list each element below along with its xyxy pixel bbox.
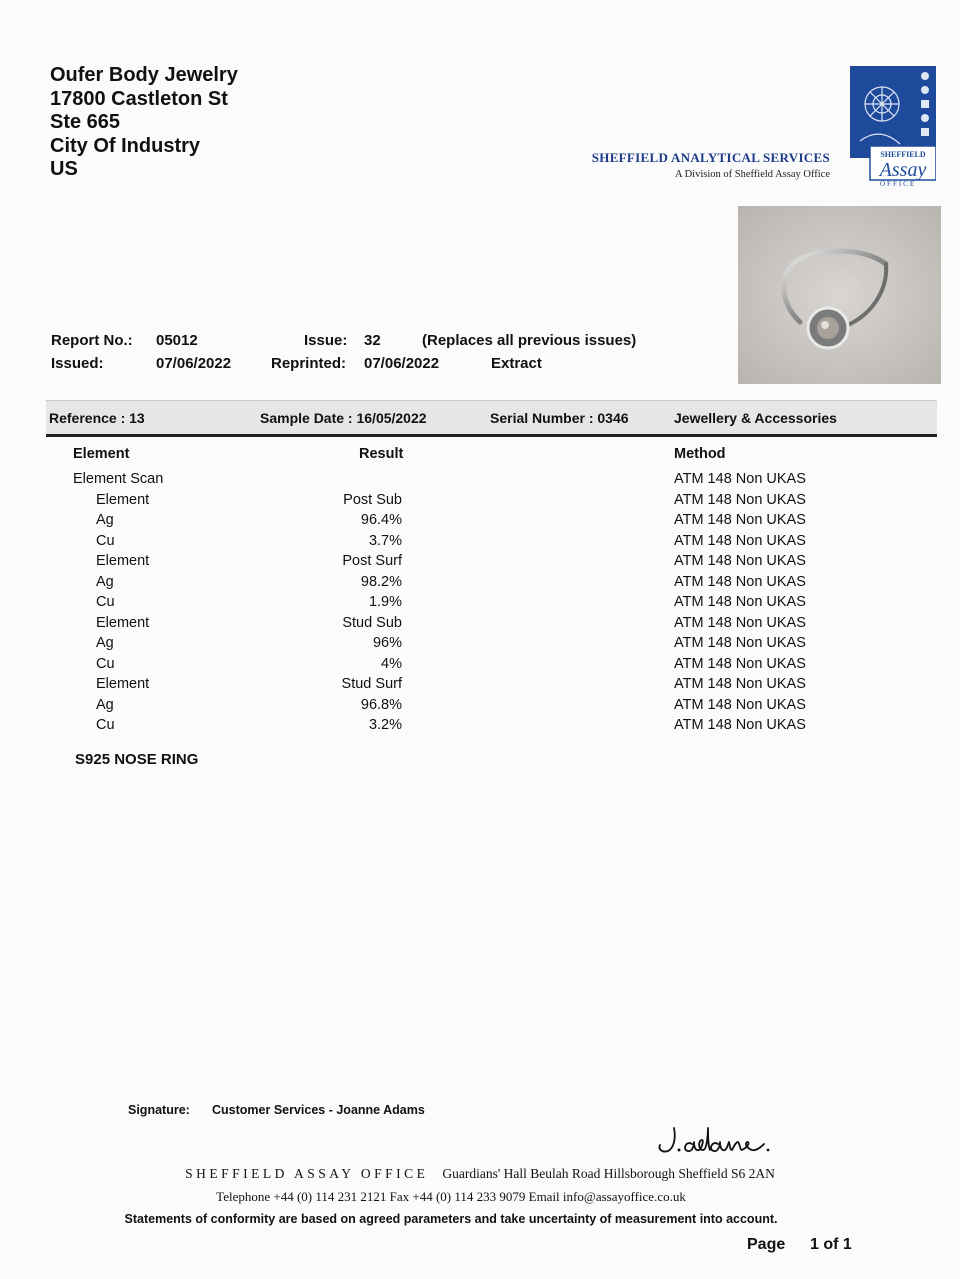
issued-value: 07/06/2022 (156, 355, 232, 372)
table-row (0, 512, 960, 532)
row-method: ATM 148 Non UKAS (674, 512, 806, 528)
row-element: Element (96, 491, 150, 508)
row-element: Element Scan (73, 471, 164, 487)
reference-band (46, 400, 937, 435)
address-line-city: City Of Industry (50, 134, 201, 157)
category: Jewellery & Accessories (674, 410, 837, 426)
page-label: Page (747, 1236, 786, 1253)
row-result: 98.2% (360, 573, 402, 590)
row-method: ATM 148 Non UKAS (674, 676, 806, 692)
row-result: 4% (381, 655, 402, 672)
product-note: S925 NOSE RING (75, 751, 199, 768)
conformity-statement: Statements of conformity are based on agreed parameters and take uncertainty of measurement into account. (124, 1212, 778, 1226)
row-element: Element (96, 676, 150, 692)
report-no-value: 05012 (156, 332, 198, 349)
header-result: Result (359, 446, 404, 462)
row-element: Element (96, 553, 150, 569)
row-element: Ag (96, 696, 114, 713)
issue-value: 32 (364, 332, 381, 349)
row-result: 3.2% (368, 717, 402, 733)
row-element: Cu (96, 594, 115, 610)
row-result: Stud Surf (341, 676, 402, 692)
table-row (0, 492, 960, 512)
table-row (0, 471, 960, 491)
row-method: ATM 148 Non UKAS (674, 594, 806, 610)
band-divider (46, 434, 937, 437)
replaces-note: (Replaces all previous issues) (422, 332, 637, 349)
row-method: ATM 148 Non UKAS (674, 573, 806, 590)
header-element: Element (73, 446, 130, 462)
address-line-street: 17800 Castleton St (50, 87, 228, 110)
brand-name: SHEFFIELD ANALYTICAL SERVICES (591, 150, 830, 165)
brand-block (560, 150, 830, 180)
row-result: 1.9% (368, 594, 402, 610)
sample-date: Sample Date : 16/05/2022 (260, 410, 427, 426)
logo-bottom-text: OFFICE (880, 180, 917, 186)
footer-address: Guardians' Hall Beulah Road Hillsborough Sheffield S6 2AN (442, 1166, 775, 1181)
row-method: ATM 148 Non UKAS (674, 553, 806, 569)
row-result: 3.7% (368, 532, 402, 549)
row-method: ATM 148 Non UKAS (674, 635, 806, 651)
row-element: Cu (96, 655, 115, 672)
brand-division: A Division of Sheffield Assay Office (674, 169, 830, 180)
logo-script-text: Assay (879, 159, 927, 181)
header-method: Method (674, 446, 726, 462)
table-row (0, 676, 960, 696)
table-row (0, 697, 960, 717)
reference: Reference : 13 (49, 410, 145, 426)
row-result: 96% (372, 635, 402, 651)
row-result: Stud Sub (342, 614, 402, 631)
row-result: Post Surf (342, 553, 402, 569)
table-row (0, 594, 960, 614)
table-row (0, 615, 960, 635)
table-row (0, 635, 960, 655)
recipient-address (50, 64, 238, 182)
issued-label: Issued: (51, 355, 104, 372)
page-count: 1 of 1 (810, 1236, 852, 1253)
row-element: Element (96, 614, 150, 631)
footer-office-name: SHEFFIELD ASSAY OFFICE (185, 1166, 429, 1181)
signature-label: Signature: (128, 1103, 190, 1117)
reprinted-value: 07/06/2022 (364, 355, 440, 372)
row-result: Post Sub (343, 491, 402, 508)
row-element: Ag (96, 573, 114, 590)
table-row (0, 717, 960, 737)
row-method: ATM 148 Non UKAS (674, 491, 806, 508)
serial-number: Serial Number : 0346 (490, 410, 629, 426)
row-method: ATM 148 Non UKAS (674, 655, 806, 672)
row-method: ATM 148 Non UKAS (674, 532, 806, 549)
row-result: 96.8% (360, 696, 402, 713)
extract-label: Extract (491, 355, 542, 372)
row-element: Ag (96, 512, 114, 528)
address-line-suite: Ste 665 (50, 111, 121, 133)
row-element: Ag (96, 635, 114, 651)
signature-name: Customer Services - Joanne Adams (212, 1103, 425, 1117)
row-method: ATM 148 Non UKAS (674, 614, 806, 631)
table-row (0, 533, 960, 553)
logo-top-text: SHEFFIELD (880, 150, 926, 159)
footer-contact: Telephone +44 (0) 114 231 2121 Fax +44 (0) 114 233 9079 Email info@assayoffice.co.uk (216, 1189, 686, 1204)
footer-office-line (0, 1166, 960, 1182)
handwritten-signature (652, 1120, 782, 1160)
report-no-label: Report No.: (51, 332, 133, 349)
address-line-company: Oufer Body Jewelry (50, 64, 238, 86)
reprinted-label: Reprinted: (271, 355, 346, 372)
row-method: ATM 148 Non UKAS (674, 471, 806, 487)
row-element: Cu (96, 717, 115, 733)
row-result: 96.4% (360, 512, 402, 528)
address-line-country: US (50, 158, 78, 180)
assay-office-logo (850, 66, 936, 186)
sample-photo (738, 206, 941, 384)
issue-label: Issue: (304, 332, 348, 349)
row-element: Cu (96, 532, 115, 549)
row-method: ATM 148 Non UKAS (674, 696, 806, 713)
table-row (0, 574, 960, 594)
row-method: ATM 148 Non UKAS (674, 717, 806, 733)
table-row (0, 553, 960, 573)
table-row (0, 656, 960, 676)
